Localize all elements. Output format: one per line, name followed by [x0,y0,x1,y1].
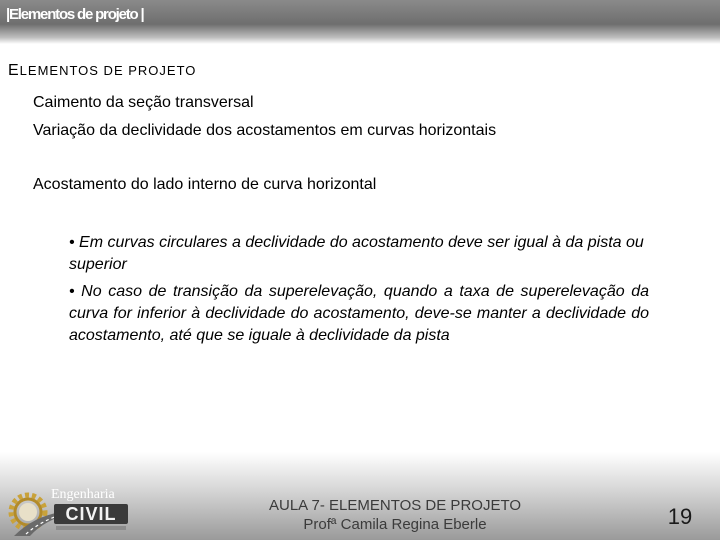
logo-top-text: Engenharia [51,487,115,502]
heading-rest: LEMENTOS DE PROJETO [19,63,197,78]
content-line-2: Variação da declividade dos acostamentos em curvas horizontais [33,122,497,139]
gear-road-logo-icon [4,482,132,538]
content-line-3: Acostamento do lado interno de curva horizontal [33,176,377,193]
content-line-1: Caimento da seção transversal [33,94,254,111]
heading-initial: E [8,62,20,79]
footer-course-title: AULA 7- ELEMENTOS DE PROJETO [268,497,522,514]
bullet-item-2: • No caso de transição da superelevação, quando a taxa de superelevação da curva for inferior à declividade do acostamento, deve-se manter a declividade do acostamento, até que se iguale à declividade da pista [69,283,649,344]
slide-heading [8,62,196,80]
page-number: 19 [667,504,693,529]
footer-professor: Profª Camila Regina Eberle [303,516,487,533]
footer-text [250,496,540,534]
header-bar [0,0,720,44]
engenharia-civil-logo [4,482,132,538]
logo-main-text: CIVIL [65,504,117,524]
bullet-item-1: • Em curvas circulares a declividade do acostamento deve ser igual à da pista ou superior [69,234,644,273]
header-title: |Elementos de projeto | [6,6,144,23]
